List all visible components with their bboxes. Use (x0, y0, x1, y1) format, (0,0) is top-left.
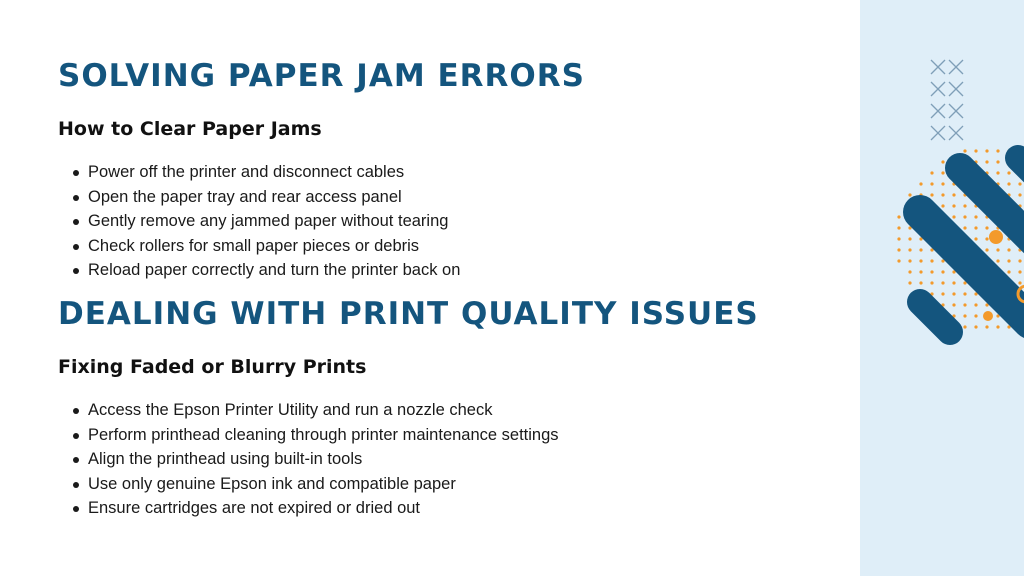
list-item: Reload paper correctly and turn the printer back on (88, 258, 460, 283)
decorative-graphic (860, 0, 1024, 576)
list-item: Align the printhead using built-in tools (88, 447, 559, 472)
section1-heading: SOLVING PAPER JAM ERRORS (58, 58, 585, 94)
decorative-side-panel (860, 0, 1024, 576)
list-item: Gently remove any jammed paper without tearing (88, 209, 460, 234)
list-item: Open the paper tray and rear access panel (88, 185, 460, 210)
list-item: Access the Epson Printer Utility and run a nozzle check (88, 398, 559, 423)
section2-bullet-list (58, 398, 559, 521)
list-item: Power off the printer and disconnect cables (88, 160, 460, 185)
section1-bullet-list (58, 160, 460, 283)
x-pattern-icon (931, 60, 963, 140)
list-item: Check rollers for small paper pieces or debris (88, 234, 460, 259)
list-item: Perform printhead cleaning through printer maintenance settings (88, 423, 559, 448)
section2-subheading: Fixing Faded or Blurry Prints (58, 356, 367, 378)
section2-heading: DEALING WITH PRINT QUALITY ISSUES (58, 296, 759, 332)
list-item: Ensure cartridges are not expired or dried out (88, 496, 559, 521)
list-item: Use only genuine Epson ink and compatible paper (88, 472, 559, 497)
orange-dot-small (983, 311, 993, 321)
section1-subheading: How to Clear Paper Jams (58, 118, 322, 140)
orange-dot (989, 230, 1003, 244)
